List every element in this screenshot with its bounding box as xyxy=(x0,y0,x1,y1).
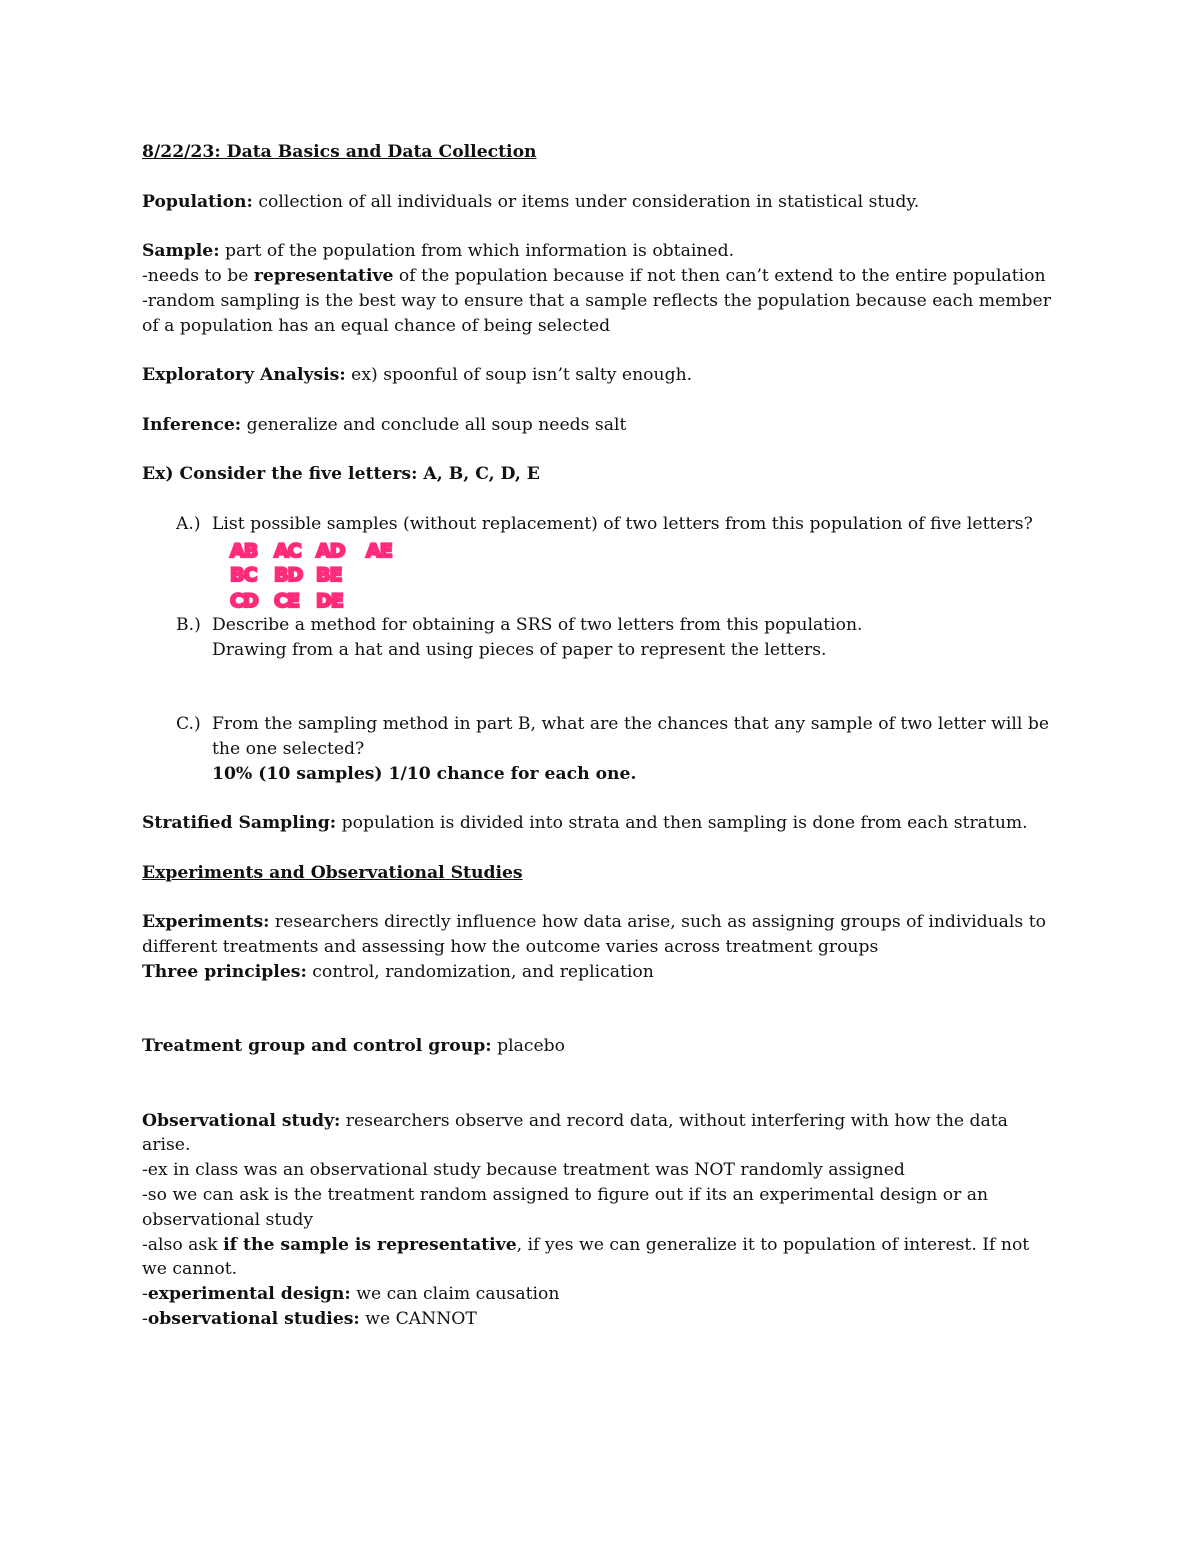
handwritten-pair: CE xyxy=(274,589,299,612)
page-title: 8/22/23: Data Basics and Data Collection xyxy=(142,142,537,162)
example-part-c-answer: 10% (10 samples) 1/10 chance for each one. xyxy=(212,763,637,784)
sample-note-random: -random sampling is the best way to ensure that a sample reflects the population because each member of a population has an equal chance of being selected xyxy=(142,290,1051,336)
handwritten-pair: CD xyxy=(230,589,258,612)
population-definition: Population: collection of all individuals or items under consideration in statistical study. xyxy=(142,191,920,212)
sample-note-representative: -needs to be representative of the population because if not then can’t extend to the entire population xyxy=(142,265,1046,286)
document-body xyxy=(142,140,1057,1332)
handwritten-pair: BC xyxy=(230,563,257,586)
handwritten-pair: BD xyxy=(274,563,303,586)
observational-note-3: -also ask if the sample is representative, if yes we can generalize it to population of interest. If not we cannot. xyxy=(142,1234,1030,1280)
handwritten-pair: BE xyxy=(316,563,342,586)
observational-note-2: -so we can ask is the treatment random assigned to figure out if its an experimental design or an observational study xyxy=(142,1185,989,1230)
example-heading: Ex) Consider the five letters: A, B, C, D, E xyxy=(142,464,540,485)
observational-note-4: -experimental design: we can claim causation xyxy=(142,1284,560,1305)
handwritten-pair: AC xyxy=(274,539,301,562)
three-principles: Three principles: control, randomization, and replication xyxy=(142,961,654,982)
exploratory-definition: Exploratory Analysis: ex) spoonful of soup isn’t salty enough. xyxy=(142,365,693,386)
handwritten-answer xyxy=(228,537,428,613)
handwritten-pair: AE xyxy=(366,539,392,562)
observational-note-5: -observational studies: we CANNOT xyxy=(142,1309,477,1330)
sample-definition: Sample: part of the population from which information is obtained. xyxy=(142,241,735,262)
example-part-c: C.) From the sampling method in part B, what are the chances that any sample of two letter will be the one selected? 10% (10 samples) 1/10 chance for each one. xyxy=(142,712,1057,786)
section-title-experiments: Experiments and Observational Studies xyxy=(142,862,523,883)
handwritten-pair: AD xyxy=(316,539,345,562)
observational-note-1: -ex in class was an observational study because treatment was NOT randomly assigned xyxy=(142,1160,905,1181)
example-part-b: B.) Describe a method for obtaining a SRS of two letters from this population. Drawing from a hat and using pieces of paper to represent the letters. xyxy=(142,613,1057,663)
treatment-group-definition: Treatment group and control group: placebo xyxy=(142,1036,565,1057)
example-part-a: A.) List possible samples (without replacement) of two letters from this population of five letters? xyxy=(176,513,1033,534)
stratified-definition: Stratified Sampling: population is divided into strata and then sampling is done from each stratum. xyxy=(142,813,1028,834)
observational-definition: Observational study: researchers observe and record data, without interfering with how the data arise. xyxy=(142,1110,1008,1156)
example-part-b-answer: Drawing from a hat and using pieces of paper to represent the letters. xyxy=(212,639,827,660)
handwritten-pair: AB xyxy=(230,539,258,562)
experiments-definition: Experiments: researchers directly influence how data arise, such as assigning groups of individuals to different treatments and assessing how the outcome varies across treatment groups xyxy=(142,912,1046,958)
handwriting-svg xyxy=(228,537,428,613)
inference-definition: Inference: generalize and conclude all soup needs salt xyxy=(142,414,627,435)
handwritten-pair: DE xyxy=(316,589,343,612)
